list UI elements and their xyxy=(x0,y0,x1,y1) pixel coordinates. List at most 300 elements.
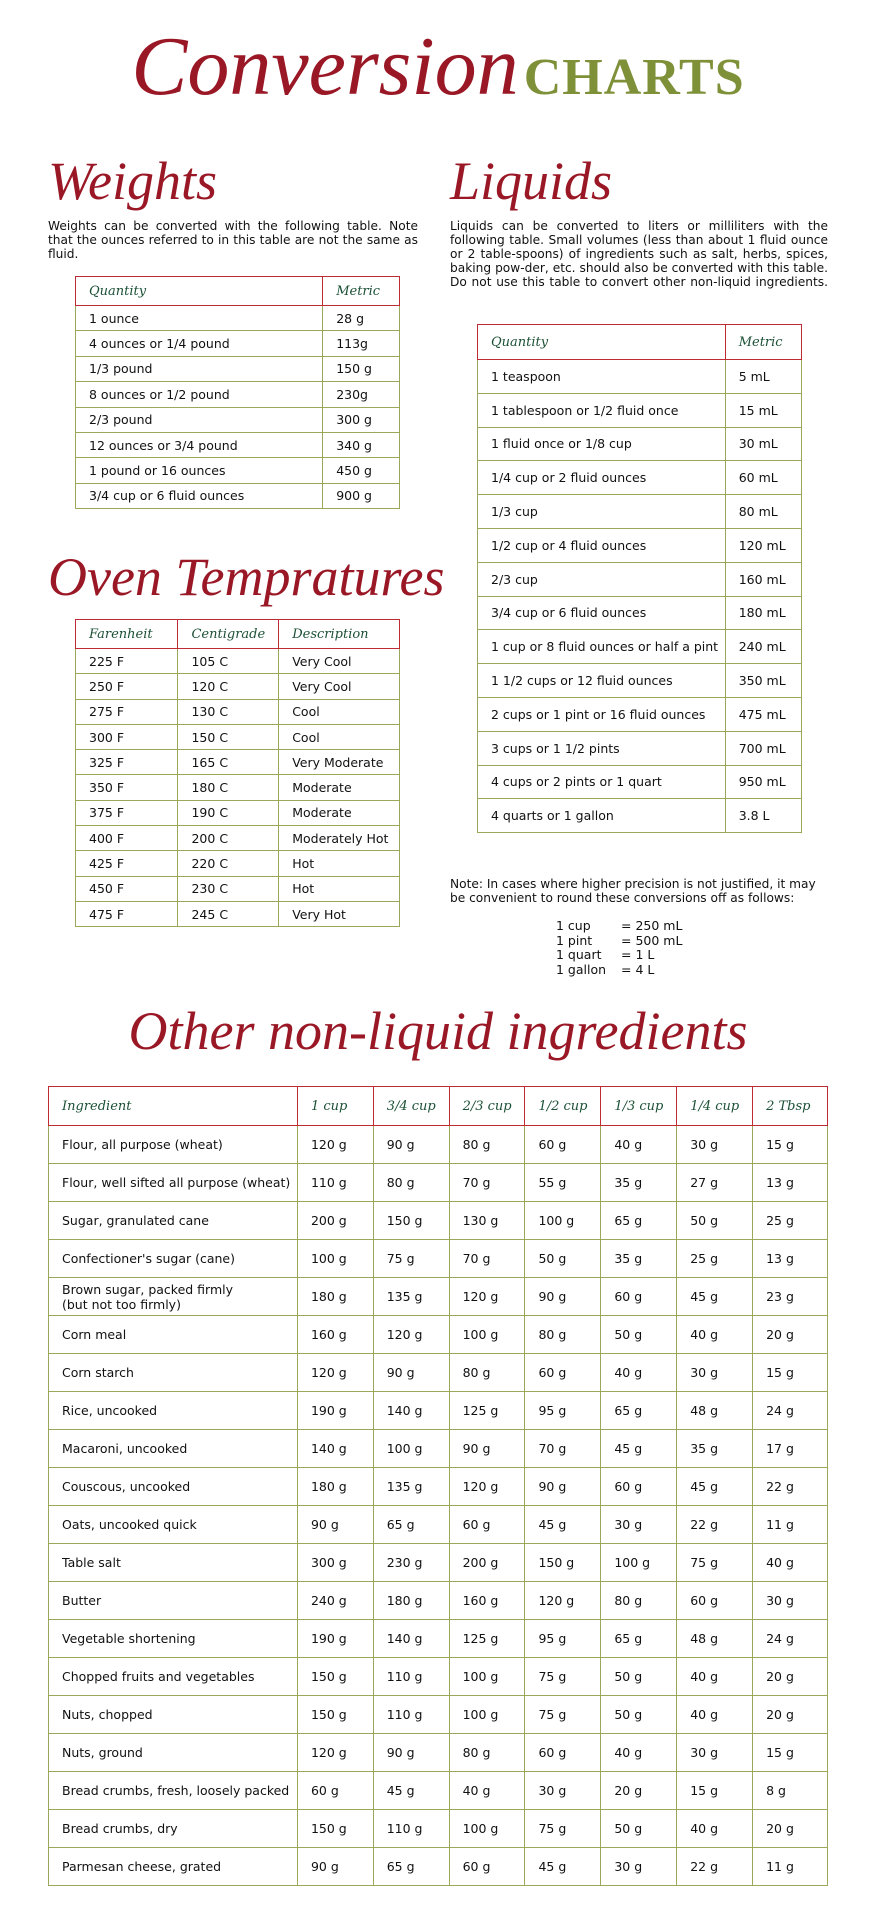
rounding-unit: 1 cup xyxy=(556,918,591,933)
nonliquid-col-header: 1/2 cup xyxy=(525,1087,601,1126)
table-cell: 340 g xyxy=(323,432,400,457)
nonliquid-col-header: 1 cup xyxy=(297,1087,373,1126)
table-row xyxy=(49,1430,828,1468)
rounding-value: = 500 mL xyxy=(621,932,683,948)
table-cell: Hot xyxy=(279,851,400,876)
table-cell: 40 g xyxy=(677,1658,753,1696)
rounding-item xyxy=(556,919,682,934)
table-cell: 1/3 cup xyxy=(478,495,726,529)
table-cell: 40 g xyxy=(677,1316,753,1354)
table-row xyxy=(76,432,400,457)
table-cell: Oats, uncooked quick xyxy=(49,1506,298,1544)
table-cell: 80 g xyxy=(601,1582,677,1620)
liquids-intro: Liquids can be converted to liters or milliliters with the following table. Small volumes (less than about 1 fluid ounce or 2 table-spoons) of ingredients such as salt, herbs, spices, baking pow-der, etc. should also be converted with this table. Do not use this table to convert other non-liquid ingredients. xyxy=(450,219,828,289)
table-cell: 4 ounces or 1/4 pound xyxy=(76,331,323,356)
table-cell: 90 g xyxy=(449,1430,525,1468)
table-cell: 5 mL xyxy=(725,360,801,394)
table-cell: 475 F xyxy=(76,901,178,926)
table-row xyxy=(76,826,400,851)
table-cell: Very Hot xyxy=(279,901,400,926)
table-cell: 13 g xyxy=(753,1240,828,1278)
table-cell: Hot xyxy=(279,876,400,901)
table-cell: 150 g xyxy=(297,1696,373,1734)
table-cell: 150 g xyxy=(373,1202,449,1240)
table-row xyxy=(478,664,802,698)
table-cell: 230 C xyxy=(178,876,279,901)
table-cell: 15 mL xyxy=(725,393,801,427)
table-cell: 50 g xyxy=(677,1202,753,1240)
liquids-heading: Liquids xyxy=(450,151,613,211)
table-cell: 50 g xyxy=(525,1240,601,1278)
table-cell: 1 fluid once or 1/8 cup xyxy=(478,427,726,461)
table-cell: 55 g xyxy=(525,1164,601,1202)
table-cell: Rice, uncooked xyxy=(49,1392,298,1430)
weights-table xyxy=(75,276,400,509)
table-cell: 125 g xyxy=(449,1620,525,1658)
table-cell: 120 g xyxy=(449,1278,525,1316)
table-cell: 230g xyxy=(323,382,400,407)
table-row xyxy=(49,1202,828,1240)
table-cell: Bread crumbs, dry xyxy=(49,1810,298,1848)
table-row xyxy=(49,1734,828,1772)
table-cell: 230 g xyxy=(373,1544,449,1582)
table-cell: 20 g xyxy=(753,1810,828,1848)
table-cell: 110 g xyxy=(373,1658,449,1696)
table-cell: 300 F xyxy=(76,724,178,749)
table-row xyxy=(76,649,400,674)
rounding-unit: 1 pint xyxy=(556,932,593,948)
liquids-col-header: Quantity xyxy=(478,325,726,360)
table-row xyxy=(76,407,400,432)
table-cell: 35 g xyxy=(677,1430,753,1468)
table-row xyxy=(49,1620,828,1658)
table-cell: 30 g xyxy=(525,1772,601,1810)
table-cell: Chopped fruits and vegetables xyxy=(49,1658,298,1696)
table-cell: 1/3 pound xyxy=(76,356,323,381)
table-row xyxy=(76,724,400,749)
table-cell: 180 mL xyxy=(725,596,801,630)
table-cell: 2/3 pound xyxy=(76,407,323,432)
table-row xyxy=(76,901,400,926)
table-cell: 60 g xyxy=(677,1582,753,1620)
table-cell: 1/2 cup or 4 fluid ounces xyxy=(478,528,726,562)
table-row xyxy=(49,1696,828,1734)
table-cell: 40 g xyxy=(677,1696,753,1734)
table-cell: 75 g xyxy=(525,1658,601,1696)
table-cell: 8 ounces or 1/2 pound xyxy=(76,382,323,407)
table-cell: 45 g xyxy=(373,1772,449,1810)
table-cell: 80 g xyxy=(525,1316,601,1354)
table-row xyxy=(76,483,400,508)
table-cell: 375 F xyxy=(76,800,178,825)
table-cell: 1/4 cup or 2 fluid ounces xyxy=(478,461,726,495)
table-cell: 80 mL xyxy=(725,495,801,529)
table-cell: Very Moderate xyxy=(279,750,400,775)
table-cell: 3 cups or 1 1/2 pints xyxy=(478,731,726,765)
table-cell: 100 g xyxy=(601,1544,677,1582)
title-main: Conversion xyxy=(131,20,519,113)
table-row xyxy=(76,356,400,381)
table-cell: Couscous, uncooked xyxy=(49,1468,298,1506)
table-cell: 60 g xyxy=(525,1354,601,1392)
table-cell: 4 cups or 2 pints or 1 quart xyxy=(478,765,726,799)
table-row xyxy=(76,775,400,800)
table-cell: Nuts, chopped xyxy=(49,1696,298,1734)
table-cell: Flour, all purpose (wheat) xyxy=(49,1126,298,1164)
table-row xyxy=(49,1126,828,1164)
table-cell: 28 g xyxy=(323,306,400,331)
table-cell: 15 g xyxy=(753,1354,828,1392)
rounding-list xyxy=(556,919,682,977)
table-cell: 120 g xyxy=(297,1126,373,1164)
table-cell: 48 g xyxy=(677,1620,753,1658)
nonliquid-col-header: 2/3 cup xyxy=(449,1087,525,1126)
table-cell: 200 g xyxy=(449,1544,525,1582)
table-cell: 50 g xyxy=(601,1316,677,1354)
nonliquid-col-header: 3/4 cup xyxy=(373,1087,449,1126)
table-row xyxy=(478,765,802,799)
table-cell: 1 1/2 cups or 12 fluid ounces xyxy=(478,664,726,698)
rounding-note: Note: In cases where higher precision is not justified, it may be convenient to round these conversions off as follows: xyxy=(450,877,816,905)
table-cell: 350 F xyxy=(76,775,178,800)
table-cell: 90 g xyxy=(373,1734,449,1772)
table-row xyxy=(76,382,400,407)
table-row xyxy=(49,1354,828,1392)
table-cell: 90 g xyxy=(373,1126,449,1164)
table-row xyxy=(76,800,400,825)
table-cell: 75 g xyxy=(373,1240,449,1278)
table-cell: 23 g xyxy=(753,1278,828,1316)
table-cell: 130 C xyxy=(178,699,279,724)
rounding-value: = 4 L xyxy=(621,961,655,977)
table-row xyxy=(49,1582,828,1620)
table-cell: 30 g xyxy=(677,1734,753,1772)
table-cell: 30 g xyxy=(601,1506,677,1544)
table-cell: 70 g xyxy=(525,1430,601,1468)
table-cell: 220 C xyxy=(178,851,279,876)
table-cell: 190 C xyxy=(178,800,279,825)
table-cell: 50 g xyxy=(601,1696,677,1734)
table-cell: 1 tablespoon or 1/2 fluid once xyxy=(478,393,726,427)
oven-col-header: Centigrade xyxy=(178,620,279,649)
table-cell: 135 g xyxy=(373,1468,449,1506)
table-cell: 160 g xyxy=(449,1582,525,1620)
table-cell: 11 g xyxy=(753,1506,828,1544)
table-row xyxy=(478,799,802,833)
table-cell: 25 g xyxy=(677,1240,753,1278)
table-cell: 48 g xyxy=(677,1392,753,1430)
table-cell: 120 g xyxy=(373,1316,449,1354)
table-cell: 65 g xyxy=(601,1392,677,1430)
table-cell: 2 cups or 1 pint or 16 fluid ounces xyxy=(478,697,726,731)
table-cell: Parmesan cheese, grated xyxy=(49,1848,298,1886)
table-cell: 250 F xyxy=(76,674,178,699)
table-cell: 90 g xyxy=(525,1468,601,1506)
table-cell: 160 mL xyxy=(725,562,801,596)
nonliquid-col-header: 1/3 cup xyxy=(601,1087,677,1126)
table-cell: 240 g xyxy=(297,1582,373,1620)
table-cell: 200 C xyxy=(178,826,279,851)
rounding-item xyxy=(556,948,682,963)
liquids-col-header: Metric xyxy=(725,325,801,360)
table-cell: 120 g xyxy=(449,1468,525,1506)
table-cell: 80 g xyxy=(373,1164,449,1202)
table-cell: 40 g xyxy=(753,1544,828,1582)
table-cell: Moderate xyxy=(279,775,400,800)
table-cell: 150 C xyxy=(178,724,279,749)
rounding-value: = 250 mL xyxy=(621,918,683,933)
table-cell: Vegetable shortening xyxy=(49,1620,298,1658)
oven-table xyxy=(75,619,400,927)
table-cell: Cool xyxy=(279,699,400,724)
table-cell: 90 g xyxy=(297,1506,373,1544)
table-cell: 80 g xyxy=(449,1354,525,1392)
table-cell: 450 g xyxy=(323,458,400,483)
table-row xyxy=(49,1544,828,1582)
table-row xyxy=(478,427,802,461)
table-cell: 75 g xyxy=(525,1810,601,1848)
table-cell: 60 g xyxy=(601,1468,677,1506)
table-cell: Corn starch xyxy=(49,1354,298,1392)
table-row xyxy=(76,306,400,331)
table-cell: 100 g xyxy=(297,1240,373,1278)
table-cell: 100 g xyxy=(449,1810,525,1848)
table-cell: 120 g xyxy=(297,1734,373,1772)
table-row xyxy=(76,699,400,724)
table-row xyxy=(478,731,802,765)
table-cell: 60 g xyxy=(297,1772,373,1810)
table-cell: 275 F xyxy=(76,699,178,724)
table-row xyxy=(49,1810,828,1848)
table-cell: 100 g xyxy=(525,1202,601,1240)
table-row xyxy=(49,1240,828,1278)
table-cell: 110 g xyxy=(373,1810,449,1848)
table-row xyxy=(478,360,802,394)
table-cell: 65 g xyxy=(601,1202,677,1240)
table-cell: 900 g xyxy=(323,483,400,508)
table-cell: 180 g xyxy=(297,1278,373,1316)
table-cell: 50 g xyxy=(601,1658,677,1696)
table-cell: 15 g xyxy=(753,1734,828,1772)
table-cell: 22 g xyxy=(677,1848,753,1886)
table-cell: 40 g xyxy=(601,1734,677,1772)
table-cell: 60 mL xyxy=(725,461,801,495)
table-cell: 95 g xyxy=(525,1392,601,1430)
table-cell: Table salt xyxy=(49,1544,298,1582)
table-row xyxy=(478,393,802,427)
table-cell: 475 mL xyxy=(725,697,801,731)
table-row xyxy=(478,630,802,664)
table-cell: Bread crumbs, fresh, loosely packed xyxy=(49,1772,298,1810)
table-cell: 75 g xyxy=(677,1544,753,1582)
table-cell: 120 mL xyxy=(725,528,801,562)
table-cell: Flour, well sifted all purpose (wheat) xyxy=(49,1164,298,1202)
table-cell: 140 g xyxy=(297,1430,373,1468)
rounding-item xyxy=(556,934,682,949)
table-cell: 125 g xyxy=(449,1392,525,1430)
table-cell: 325 F xyxy=(76,750,178,775)
table-cell: 150 g xyxy=(323,356,400,381)
table-cell: 300 g xyxy=(297,1544,373,1582)
table-row xyxy=(76,876,400,901)
table-row xyxy=(76,674,400,699)
table-cell: 30 g xyxy=(753,1582,828,1620)
table-cell: 3/4 cup or 6 fluid ounces xyxy=(478,596,726,630)
table-cell: 12 ounces or 3/4 pound xyxy=(76,432,323,457)
table-cell: 200 g xyxy=(297,1202,373,1240)
table-cell: 180 C xyxy=(178,775,279,800)
table-cell: 2/3 cup xyxy=(478,562,726,596)
table-cell: 30 g xyxy=(677,1126,753,1164)
table-cell: 80 g xyxy=(449,1734,525,1772)
table-cell: 100 g xyxy=(449,1658,525,1696)
table-cell: Butter xyxy=(49,1582,298,1620)
table-cell: 100 g xyxy=(373,1430,449,1468)
liquids-table xyxy=(477,324,802,833)
table-cell: 11 g xyxy=(753,1848,828,1886)
table-cell: 160 g xyxy=(297,1316,373,1354)
table-cell: 950 mL xyxy=(725,765,801,799)
table-cell: 22 g xyxy=(677,1506,753,1544)
table-cell: 180 g xyxy=(373,1582,449,1620)
page-title xyxy=(0,18,876,115)
nonliquid-col-header: 1/4 cup xyxy=(677,1087,753,1126)
table-cell: Sugar, granulated cane xyxy=(49,1202,298,1240)
table-row xyxy=(76,458,400,483)
table-row xyxy=(49,1772,828,1810)
table-cell: 40 g xyxy=(449,1772,525,1810)
table-cell: 4 quarts or 1 gallon xyxy=(478,799,726,833)
table-cell: 140 g xyxy=(373,1392,449,1430)
table-cell: 3.8 L xyxy=(725,799,801,833)
table-cell: 100 g xyxy=(449,1316,525,1354)
table-cell: 45 g xyxy=(677,1278,753,1316)
table-cell: 300 g xyxy=(323,407,400,432)
table-row xyxy=(76,851,400,876)
table-cell: 105 C xyxy=(178,649,279,674)
table-cell: 150 g xyxy=(297,1810,373,1848)
table-cell: 165 C xyxy=(178,750,279,775)
table-cell: 40 g xyxy=(677,1810,753,1848)
table-cell: 8 g xyxy=(753,1772,828,1810)
table-cell: 190 g xyxy=(297,1392,373,1430)
rounding-unit: 1 quart xyxy=(556,947,602,962)
table-cell: 45 g xyxy=(601,1430,677,1468)
table-cell: 100 g xyxy=(449,1696,525,1734)
table-cell: 3/4 cup or 6 fluid ounces xyxy=(76,483,323,508)
table-row xyxy=(49,1392,828,1430)
table-cell: 30 g xyxy=(601,1848,677,1886)
table-cell: 1 pound or 16 ounces xyxy=(76,458,323,483)
table-cell: Very Cool xyxy=(279,674,400,699)
table-cell: 180 g xyxy=(297,1468,373,1506)
weights-col-header: Quantity xyxy=(76,277,323,306)
table-cell: 60 g xyxy=(449,1506,525,1544)
table-cell: 110 g xyxy=(373,1696,449,1734)
rounding-unit: 1 gallon xyxy=(556,961,607,977)
table-cell: Corn meal xyxy=(49,1316,298,1354)
nonliquid-table xyxy=(48,1086,828,1886)
table-cell: 225 F xyxy=(76,649,178,674)
table-cell: 30 mL xyxy=(725,427,801,461)
nonliquid-col-header: Ingredient xyxy=(49,1087,298,1126)
table-cell: 45 g xyxy=(525,1848,601,1886)
table-cell: 60 g xyxy=(449,1848,525,1886)
table-cell: 1 teaspoon xyxy=(478,360,726,394)
table-cell: 700 mL xyxy=(725,731,801,765)
table-cell: 27 g xyxy=(677,1164,753,1202)
table-row xyxy=(478,528,802,562)
table-cell: 120 C xyxy=(178,674,279,699)
table-cell: 40 g xyxy=(601,1354,677,1392)
rounding-value: = 1 L xyxy=(621,947,655,962)
table-cell: Nuts, ground xyxy=(49,1734,298,1772)
table-cell: 15 g xyxy=(753,1126,828,1164)
weights-intro: Weights can be converted with the following table. Note that the ounces referred to in this table are not the same as fluid. xyxy=(48,219,418,261)
table-row xyxy=(49,1468,828,1506)
table-row xyxy=(478,697,802,731)
table-cell: 450 F xyxy=(76,876,178,901)
rounding-item xyxy=(556,963,682,978)
table-cell: 20 g xyxy=(753,1658,828,1696)
table-cell: 75 g xyxy=(525,1696,601,1734)
table-cell: 35 g xyxy=(601,1164,677,1202)
oven-heading: Oven Tempratures xyxy=(48,547,445,607)
table-cell: Brown sugar, packed firmly (but not too firmly) xyxy=(49,1278,298,1316)
table-cell: 60 g xyxy=(525,1126,601,1164)
table-cell: 90 g xyxy=(373,1354,449,1392)
table-cell: 120 g xyxy=(525,1582,601,1620)
table-cell: 150 g xyxy=(297,1658,373,1696)
table-cell: 350 mL xyxy=(725,664,801,698)
table-cell: 95 g xyxy=(525,1620,601,1658)
table-cell: 65 g xyxy=(373,1506,449,1544)
table-cell: Moderate xyxy=(279,800,400,825)
table-row xyxy=(76,331,400,356)
table-cell: 25 g xyxy=(753,1202,828,1240)
table-cell: 20 g xyxy=(753,1696,828,1734)
table-cell: 90 g xyxy=(297,1848,373,1886)
table-cell: 40 g xyxy=(601,1126,677,1164)
table-cell: Very Cool xyxy=(279,649,400,674)
table-cell: 70 g xyxy=(449,1164,525,1202)
table-row xyxy=(478,562,802,596)
table-cell: 90 g xyxy=(525,1278,601,1316)
oven-col-header: Description xyxy=(279,620,400,649)
nonliquid-heading: Other non-liquid ingredients xyxy=(128,1001,748,1061)
table-cell: 50 g xyxy=(601,1810,677,1848)
table-cell: Moderately Hot xyxy=(279,826,400,851)
table-cell: 24 g xyxy=(753,1392,828,1430)
table-row xyxy=(49,1164,828,1202)
table-cell: 20 g xyxy=(601,1772,677,1810)
table-cell: 110 g xyxy=(297,1164,373,1202)
table-cell: 60 g xyxy=(525,1734,601,1772)
table-cell: 65 g xyxy=(601,1620,677,1658)
weights-col-header: Metric xyxy=(323,277,400,306)
table-row xyxy=(76,750,400,775)
table-row xyxy=(49,1658,828,1696)
table-cell: 30 g xyxy=(677,1354,753,1392)
table-cell: 120 g xyxy=(297,1354,373,1392)
weights-heading: Weights xyxy=(48,151,218,211)
table-row xyxy=(49,1506,828,1544)
table-cell: 20 g xyxy=(753,1316,828,1354)
table-cell: 245 C xyxy=(178,901,279,926)
table-row xyxy=(478,596,802,630)
table-cell: 60 g xyxy=(601,1278,677,1316)
table-cell: 240 mL xyxy=(725,630,801,664)
